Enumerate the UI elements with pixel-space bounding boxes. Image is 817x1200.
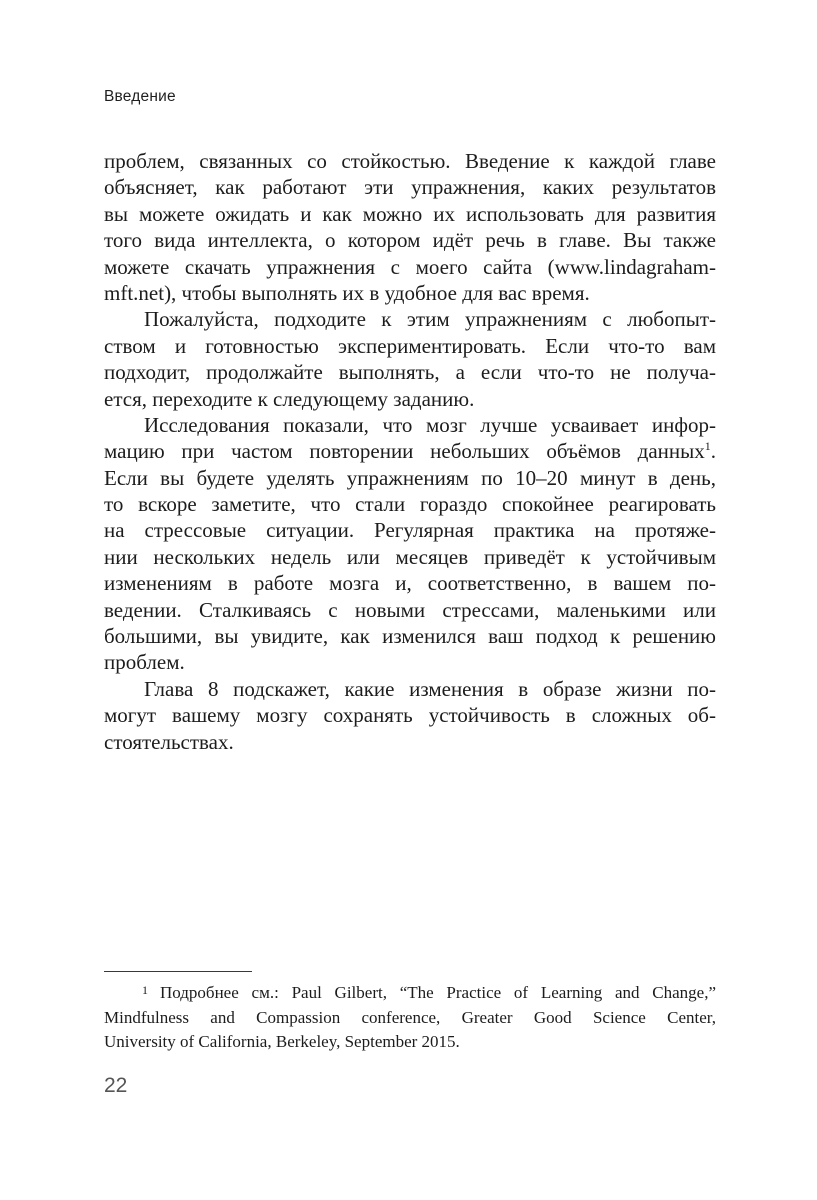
body-line: нии нескольких недель или месяцев приведёт к устойчивым [104,544,716,569]
footnote-line: Mindfulness and Compassion conference, Greater Good Science Center, [104,1007,716,1027]
body-line: могут вашему мозгу сохранять устойчивость в сложных об- [104,703,716,728]
body-line: то вскоре заметите, что стали гораздо спокойнее реагировать [104,492,716,517]
footnote-divider [104,971,252,972]
footnote-line [104,981,716,1006]
body-line: Глава 8 подскажет, какие изменения в образе жизни по- [144,676,716,701]
body-line: ведении. Сталкиваясь с новыми стрессами, маленькими или [104,597,716,622]
body-line: проблем, связанных со стойкостью. Введение к каждой главе [104,149,716,173]
body-line: подходит, продолжайте выполнять, а если что-то не получа- [104,360,716,385]
body-line: вы можете ожидать и как можно их использовать для развития [104,201,716,226]
body-line-tail: . [710,439,716,464]
page-number: 22 [104,1074,128,1097]
body-line: можете скачать упражнения с моего сайта (www.lindagraham- [104,254,716,279]
body-line: изменениям в работе мозга и, соответственно, в вашем по- [104,571,716,596]
footnote-line: University of California, Berkeley, September 2015. [104,1032,460,1051]
footnote [104,981,716,1055]
footnote-reference[interactable]: 1 [704,439,711,454]
body-text [104,148,716,755]
body-line: на стрессовые ситуации. Регулярная практика на протяже- [104,518,716,543]
body-line: стоятельствах. [104,729,234,754]
body-line: того вида интеллекта, о котором идёт речь в главе. Вы также [104,228,716,253]
body-line: ством и готовностью экспериментировать. Если что-то вам [104,333,716,358]
body-line-text: мацию при частом повторении небольших объёмов данных [104,439,705,464]
body-line: Исследования показали, что мозг лучше усваивает инфор- [144,412,716,437]
body-line: Пожалуйста, подходите к этим упражнениям с любопыт- [144,307,716,332]
body-line: ется, переходите к следующему заданию. [104,386,475,411]
body-line: Если вы будете уделять упражнениям по 10–20 минут в день, [104,465,716,490]
body-line: проблем. [104,650,185,675]
body-line-with-footnote [104,438,716,464]
footnote-line-text: Подробнее см.: Paul Gilbert, “The Practice of Learning and Change,” [160,983,716,1002]
footnote-marker: 1 [142,983,148,997]
body-line: mft.net), чтобы выполнять их в удобное для вас время. [104,280,590,305]
body-line: объясняет, как работают эти упражнения, каких результатов [104,175,716,200]
body-line: большими, вы увидите, как изменился ваш подход к решению [104,624,716,649]
running-header: Введение [104,88,176,105]
